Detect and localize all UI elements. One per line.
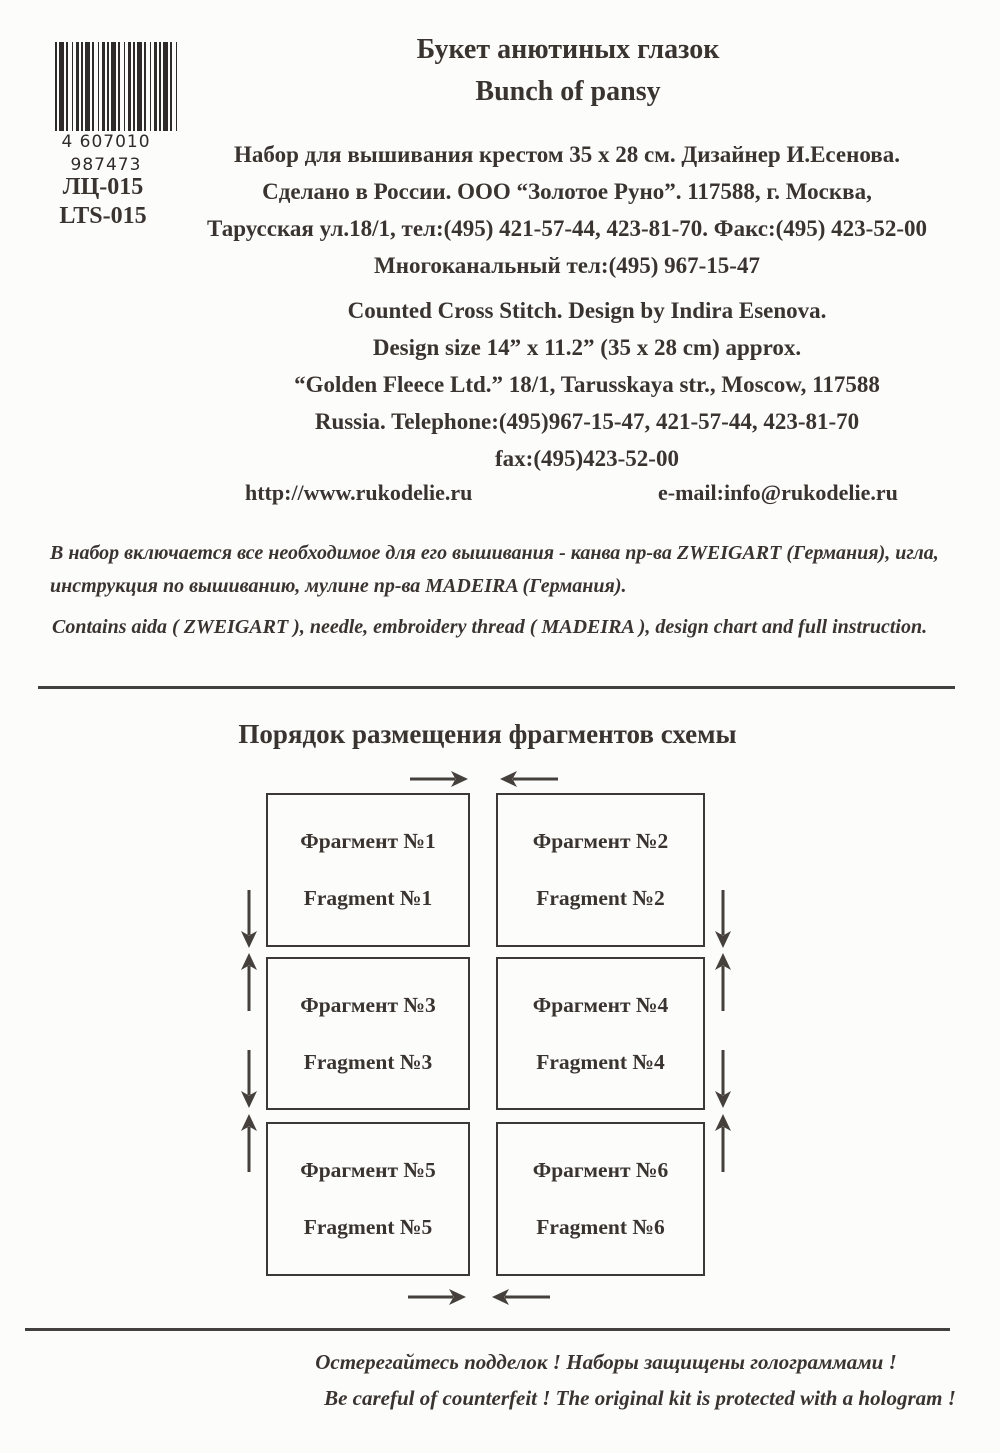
kit-info-russian bbox=[107, 136, 1000, 284]
arrow-up-icon bbox=[714, 953, 732, 1016]
fragment-label-en: Fragment №1 bbox=[303, 886, 433, 910]
arrow-left-icon bbox=[492, 1288, 550, 1311]
info-ru-line: Многоканальный тел:(495) 967-15-47 bbox=[374, 253, 760, 278]
fragment-label-en: Fragment №4 bbox=[536, 1049, 665, 1074]
info-en-line: fax:(495)423-52-00 bbox=[495, 446, 679, 471]
fragment-label-ru: Фрагмент №6 bbox=[532, 1158, 669, 1182]
info-en-line: Counted Cross Stitch. Design by Indira Esenova. bbox=[347, 298, 827, 323]
diagram-heading: Порядок размещения фрагментов схемы bbox=[238, 719, 737, 749]
fragment-label-ru: Фрагмент №1 bbox=[300, 829, 436, 853]
contents-russian bbox=[50, 537, 975, 603]
kit-info-english bbox=[127, 292, 1000, 477]
arrow-up-icon bbox=[714, 1114, 732, 1177]
arrow-down-icon bbox=[240, 1050, 258, 1113]
kit-code-en: LTS-015 bbox=[59, 203, 147, 229]
contents-english: Contains aida ( ZWEIGART ), needle, embroidery thread ( MADEIRA ), design chart and full instruction. bbox=[52, 616, 928, 638]
info-ru-line: Тарусская ул.18/1, тел:(495) 421-57-44, 423-81-70. Факс:(495) 423-52-00 bbox=[207, 216, 927, 241]
info-en-line: Design size 14” x 11.2” (35 x 28 cm) approx. bbox=[372, 335, 802, 360]
info-en-line: Russia. Telephone:(495)967-15-47, 421-57-44, 423-81-70 bbox=[314, 409, 860, 434]
arrow-down-icon bbox=[714, 890, 732, 953]
barcode-icon bbox=[55, 42, 178, 135]
fragment-label-en: Fragment №5 bbox=[303, 1215, 433, 1239]
fragment-label-ru: Фрагмент №2 bbox=[532, 829, 669, 853]
arrow-up-icon bbox=[240, 953, 258, 1016]
barcode-digits: 4 607010 987473 bbox=[30, 131, 182, 154]
title-english: Bunch of pansy bbox=[475, 76, 661, 107]
fragment-box-3 bbox=[266, 957, 470, 1110]
website-url: http://www.rukodelie.ru bbox=[245, 480, 473, 505]
fragment-label-en: Fragment №6 bbox=[536, 1215, 665, 1239]
fragment-label-en: Fragment №2 bbox=[536, 886, 665, 910]
kit-code-ru: ЛЦ-015 bbox=[62, 174, 144, 200]
fragment-label-ru: Фрагмент №4 bbox=[532, 992, 669, 1017]
warning-russian: Остерегайтесь подделок ! Наборы защищены голограммами ! bbox=[315, 1350, 897, 1374]
fragment-box-6 bbox=[496, 1122, 705, 1276]
arrow-right-icon bbox=[408, 1288, 466, 1311]
fragment-label-ru: Фрагмент №5 bbox=[300, 1158, 436, 1182]
fragment-label-ru: Фрагмент №3 bbox=[300, 992, 436, 1017]
info-en-line: “Golden Fleece Ltd.” 18/1, Tarusskaya str., Moscow, 117588 bbox=[294, 372, 880, 397]
email-address: e-mail:info@rukodelie.ru bbox=[658, 480, 898, 505]
horizontal-divider-top bbox=[38, 686, 955, 689]
arrow-left-icon bbox=[500, 770, 558, 793]
info-ru-line: Сделано в России. ООО “Золотое Руно”. 117588, г. Москва, bbox=[262, 179, 872, 204]
fragment-box-5 bbox=[266, 1122, 470, 1276]
title-russian: Букет анютиных глазок bbox=[416, 34, 720, 65]
fragment-box-2 bbox=[496, 793, 705, 947]
fragment-box-1 bbox=[266, 793, 470, 947]
contents-ru-line: инструкция по вышиванию, мулине пр-ва MADEIRA (Германия). bbox=[50, 575, 627, 597]
info-ru-line: Набор для вышивания крестом 35 х 28 см. Дизайнер И.Есенова. bbox=[234, 142, 900, 167]
horizontal-divider-bottom bbox=[25, 1328, 950, 1331]
arrow-down-icon bbox=[240, 890, 258, 953]
arrow-down-icon bbox=[714, 1050, 732, 1113]
contents-ru-line: В набор включается все необходимое для его вышивания - канва пр-ва ZWEIGART (Германия), игла, bbox=[50, 542, 939, 564]
arrow-right-icon bbox=[410, 770, 468, 793]
fragment-box-4 bbox=[496, 957, 705, 1110]
warning-english: Be careful of counterfeit ! The original kit is protected with a hologram ! bbox=[324, 1386, 956, 1410]
fragment-label-en: Fragment №3 bbox=[303, 1049, 433, 1074]
arrow-up-icon bbox=[240, 1114, 258, 1177]
